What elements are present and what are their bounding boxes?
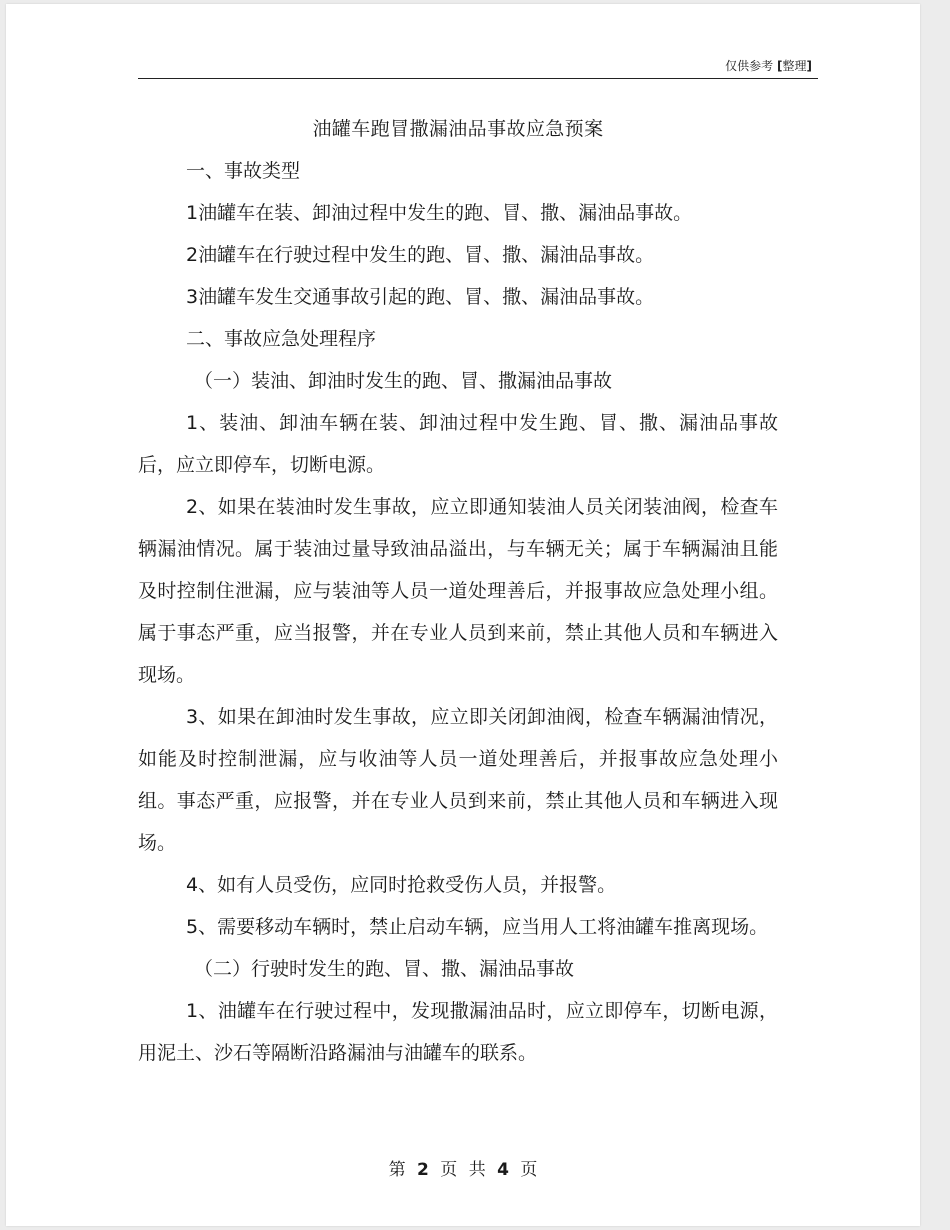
document-body <box>138 108 778 1074</box>
footer-prefix: 第 <box>388 1160 406 1180</box>
paragraph: 3、如果在卸油时发生事故，应立即关闭卸油阀，检查车辆漏油情况，如能及时控制泄漏，应与收油等人员一道处理善后，并报事故应急处理小组。事态严重，应报警，并在专业人员到来前，禁止其他人员和车辆进入现场。 <box>138 706 778 854</box>
paragraph: 2、如果在装油时发生事故，应立即通知装油人员关闭装油阀，检查车辆漏油情况。属于装油过量导致油品溢出，与车辆无关；属于车辆漏油且能及时控制住泄漏，应与装油等人员一道处理善后，并报事故应急处理小组。属于事态严重，应当报警，并在专业人员到来前，禁止其他人员和车辆进入现场。 <box>138 496 778 686</box>
header-tag-open: [ <box>777 59 783 73</box>
header-note <box>725 57 812 74</box>
list-item: 3油罐车发生交通事故引起的跑、冒、撒、漏油品事故。 <box>186 286 655 308</box>
footer-middle: 页 共 <box>440 1160 486 1180</box>
header-tag: 整理 <box>782 59 807 73</box>
subsection-heading-driving: （二）行驶时发生的跑、冒、撒、漏油品事故 <box>194 958 575 980</box>
section-heading-accident-types: 一、事故类型 <box>186 160 301 182</box>
list-item: 1油罐车在装、卸油过程中发生的跑、冒、撒、漏油品事故。 <box>186 202 693 224</box>
total-pages-number: 4 <box>497 1160 509 1180</box>
header-divider <box>138 78 818 79</box>
header-note-text: 仅供参考 <box>725 59 774 73</box>
paragraph: 1、油罐车在行驶过程中，发现撒漏油品时，应立即停车，切断电源，用泥土、沙石等隔断沿路漏油与油罐车的联系。 <box>138 1000 778 1064</box>
paragraph: 5、需要移动车辆时，禁止启动车辆，应当用人工将油罐车推离现场。 <box>186 916 769 938</box>
document-title: 油罐车跑冒撒漏油品事故应急预案 <box>312 118 604 140</box>
list-item: 2油罐车在行驶过程中发生的跑、冒、撒、漏油品事故。 <box>186 244 655 266</box>
section-heading-procedure: 二、事故应急处理程序 <box>186 328 377 350</box>
subsection-heading-loading: （一）装油、卸油时发生的跑、冒、撒漏油品事故 <box>194 370 613 392</box>
document-page <box>6 4 920 1226</box>
current-page-number: 2 <box>417 1160 429 1180</box>
paragraph: 4、如有人员受伤，应同时抢救受伤人员，并报警。 <box>186 874 617 896</box>
paragraph: 1、装油、卸油车辆在装、卸油过程中发生跑、冒、撒、漏油品事故后，应立即停车，切断电源。 <box>138 412 778 476</box>
header-tag-close: ] <box>806 59 812 73</box>
footer-suffix: 页 <box>520 1160 538 1180</box>
page-footer <box>6 1155 920 1180</box>
